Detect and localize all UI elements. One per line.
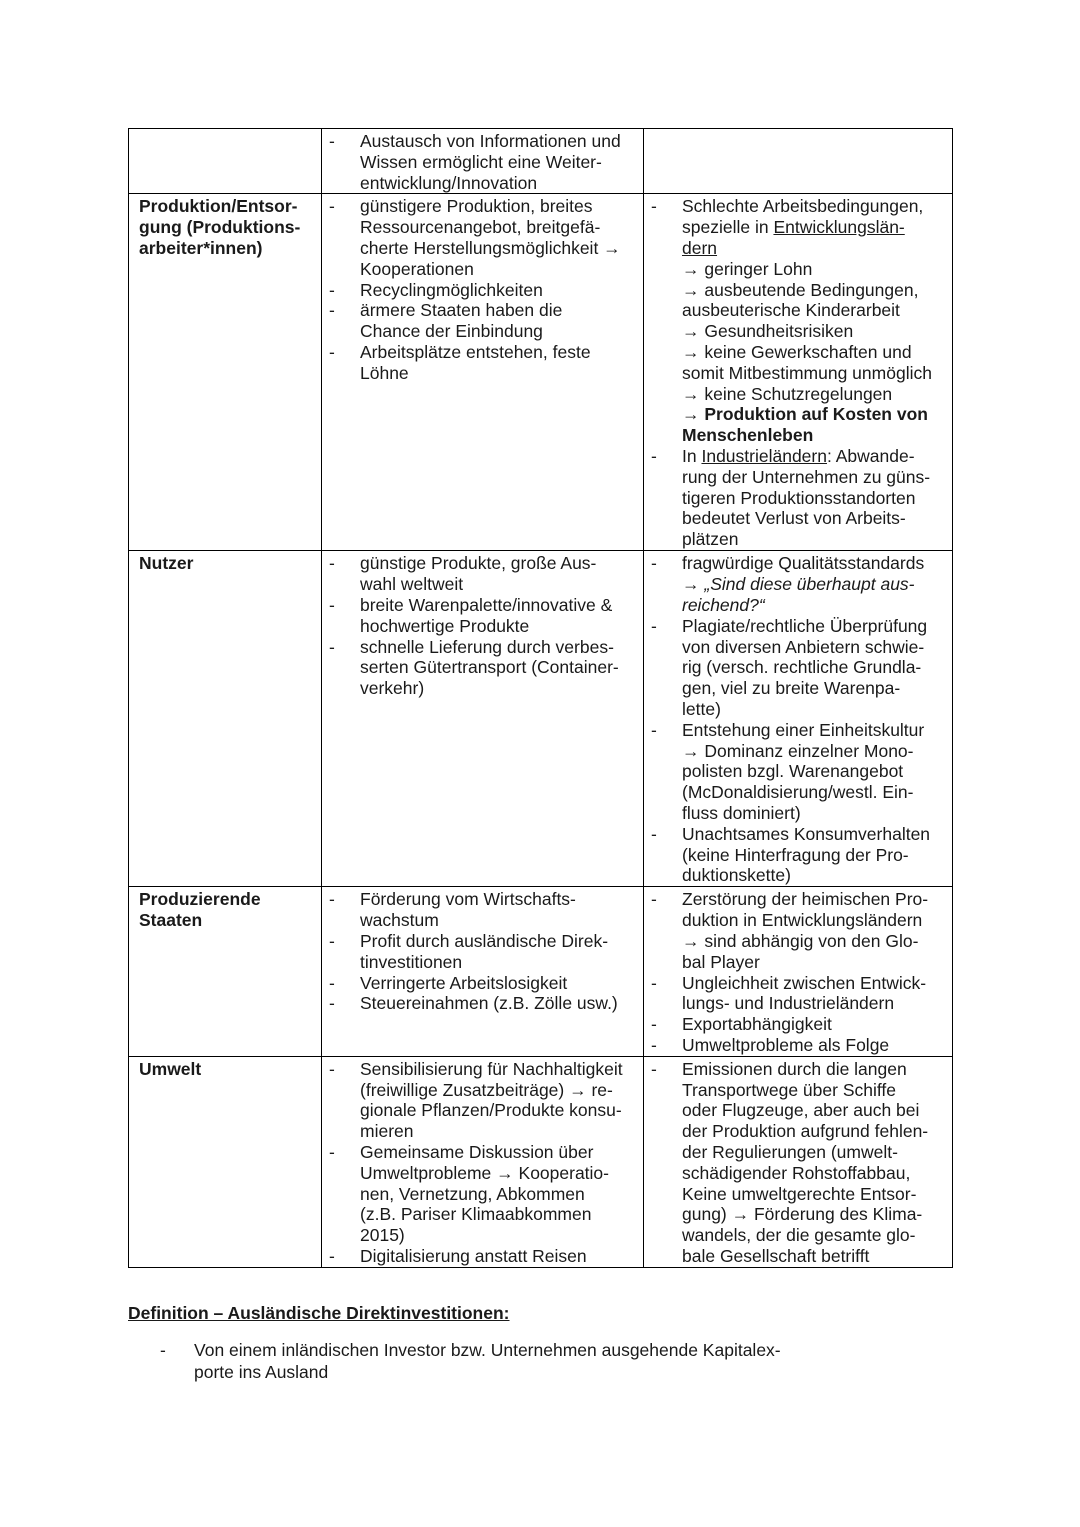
stakeholder-cell xyxy=(129,1056,322,1267)
definition-heading: Definition – Ausländische Direktinvestitionen: xyxy=(128,1303,510,1323)
table-row xyxy=(129,887,953,1056)
pros-cell xyxy=(322,887,644,1056)
stakeholder-cell xyxy=(129,129,322,194)
pros-cell xyxy=(322,551,644,887)
list-item: - In Industrieländern: Abwande- rung der Unternehmen zu güns- tigeren Produktionsstandorten bedeutet Verlust von Arbeits- plätzen xyxy=(644,446,948,550)
list-item: - Unachtsames Konsumverhalten (keine Hinterfragung der Pro- duktionskette) xyxy=(644,824,948,886)
definition-list xyxy=(128,1339,888,1383)
list-item: - breite Warenpalette/innovative & hochwertige Produkte xyxy=(322,595,639,637)
list-item: - fragwürdige Qualitätsstandards → „Sind diese überhaupt aus- reichend?“ xyxy=(644,553,948,615)
stakeholder-label xyxy=(129,129,321,131)
list-item: - Gemeinsame Diskussion über Umweltprobleme → Kooperatio- nen, Vernetzung, Abkommen (z.B. Pariser Klimaabkommen 2015) xyxy=(322,1142,639,1246)
list-item: - schnelle Lieferung durch verbes- serten Gütertransport (Container- verkehr) xyxy=(322,637,639,699)
list-item: - Plagiate/rechtliche Überprüfung von diversen Anbietern schwie- rig (versch. rechtliche Grundla- gen, viel zu breite Warenpa- lette) xyxy=(644,616,948,720)
list-item: - Exportabhängigkeit xyxy=(644,1014,948,1035)
list-item: - Förderung vom Wirtschafts- wachstum xyxy=(322,889,639,931)
stakeholder-cell xyxy=(129,887,322,1056)
cons-cell xyxy=(644,194,953,551)
list-item: - günstige Produkte, große Aus- wahl weltweit xyxy=(322,553,639,595)
cons-cell xyxy=(644,887,953,1056)
list-item: - Recyclingmöglichkeiten xyxy=(322,280,639,301)
pros-cons-table xyxy=(128,128,953,1268)
list-item: - Steuereinahmen (z.B. Zölle usw.) xyxy=(322,993,639,1014)
list-item: - ärmere Staaten haben die Chance der Einbindung xyxy=(322,300,639,342)
pros-cell xyxy=(322,129,644,194)
stakeholder-label: Umwelt xyxy=(139,1058,202,1079)
table-row xyxy=(129,194,953,551)
table-row xyxy=(129,551,953,887)
stakeholder-cell xyxy=(129,194,322,551)
pros-cell xyxy=(322,194,644,551)
list-item: - günstigere Produktion, breites Ressourcenangebot, breitgefä- cherte Herstellungsmöglichkeit → Kooperationen xyxy=(322,196,639,279)
stakeholder-label: Nutzer xyxy=(139,553,194,574)
list-item: - Emissionen durch die langen Transportwege über Schiffe oder Flugzeuge, aber auch bei der Produktion aufgrund fehlen- der Regulierungen (umwelt- schädigender Rohstoffabbau, Keine umweltgerechte Entsor- gung) → Förderung des Klima- wandels, der die gesamte glo- bale Gesellschaft betrifft xyxy=(644,1059,948,1267)
list-item: - Profit durch ausländische Direk- tinvestitionen xyxy=(322,931,639,973)
list-item: - Umweltprobleme als Folge xyxy=(644,1035,948,1056)
list-item: - Ungleichheit zwischen Entwick- lungs- und Industrieländern xyxy=(644,973,948,1015)
list-item: - Digitalisierung anstatt Reisen xyxy=(322,1246,639,1267)
list-item: - Sensibilisierung für Nachhaltigkeit (freiwillige Zusatzbeiträge) → re- gionale Pflanzen/Produkte konsu- mieren xyxy=(322,1059,639,1142)
list-item: - Austausch von Informationen und Wissen ermöglicht eine Weiter- entwicklung/Innovation xyxy=(322,131,639,193)
list-item: - Von einem inländischen Investor bzw. Unternehmen ausgehende Kapitalex- porte ins Ausland xyxy=(128,1339,888,1383)
list-item: - Entstehung einer Einheitskultur → Dominanz einzelner Mono- polisten bzgl. Warenangebot (McDonaldisierung/westl. Ein- fluss dominiert) xyxy=(644,720,948,824)
stakeholder-label: Produzierende Staaten xyxy=(139,889,261,931)
list-item: - Zerstörung der heimischen Pro- duktion in Entwicklungsländern → sind abhängig von den Glo- bal Player xyxy=(644,889,948,972)
cons-cell xyxy=(644,129,953,194)
list-item: - Arbeitsplätze entstehen, feste Löhne xyxy=(322,342,639,384)
stakeholder-label: Produktion/Entsor- gung (Produktions- arbeiter*innen) xyxy=(139,196,301,258)
stakeholder-cell xyxy=(129,551,322,887)
list-item: - Schlechte Arbeitsbedingungen, spezielle in Entwicklungslän- dern → geringer Lohn → ausbeutende Bedingungen, ausbeuterische Kinderarbeit → Gesundheitsrisiken → keine Gewerkschaften und somit Mitbestimmung unmöglich → keine Schutzregelungen → Produktion auf Kosten von Menschenleben xyxy=(644,196,948,446)
cons-cell xyxy=(644,1056,953,1267)
cons-cell xyxy=(644,551,953,887)
pros-cell xyxy=(322,1056,644,1267)
table-row xyxy=(129,1056,953,1267)
list-item: - Verringerte Arbeitslosigkeit xyxy=(322,973,639,994)
table-row xyxy=(129,129,953,194)
